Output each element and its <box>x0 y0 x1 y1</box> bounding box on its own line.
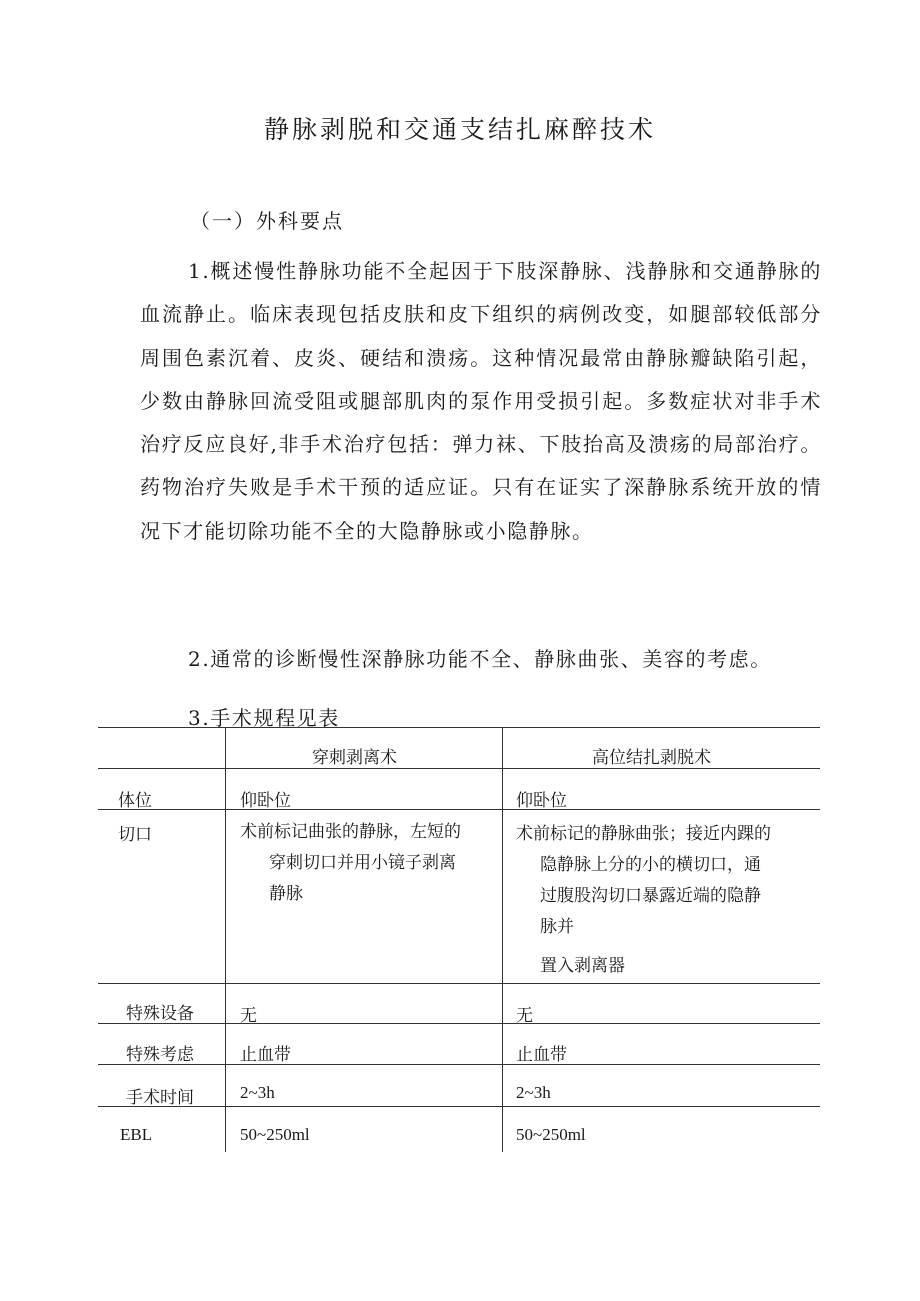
table-column-rule <box>502 727 503 1152</box>
cell-equipment-b: 无 <box>516 1006 533 1026</box>
incision-a-line: 静脉 <box>269 884 303 904</box>
cell-time-b: 2~3h <box>516 1083 551 1102</box>
incision-b-line: 隐静脉上分的小的横切口，通 <box>540 855 761 875</box>
table-rule <box>98 1106 820 1107</box>
procedure-table <box>98 727 820 1152</box>
table-rule <box>98 809 820 810</box>
paragraph-diagnosis: 2.通常的诊断慢性深静脉功能不全、静脉曲张、美容的考虑。 <box>188 647 772 671</box>
incision-a-line: 穿刺切口并用小镜子剥离 <box>269 853 456 873</box>
cell-position-a: 仰卧位 <box>240 791 291 811</box>
cell-considerations-a: 止血带 <box>240 1045 291 1065</box>
paragraph-procedure-ref: 3.手术规程见表 <box>188 706 340 730</box>
table-rule <box>98 983 820 984</box>
cell-incision-b <box>516 819 771 982</box>
row-label-position: 体位 <box>118 791 152 811</box>
cell-equipment-a: 无 <box>240 1006 257 1026</box>
row-label-ebl: EBL <box>120 1125 153 1144</box>
incision-b-line: 置入剥离器 <box>540 956 625 976</box>
header-puncture-stripping: 穿刺剥离术 <box>312 748 397 768</box>
cell-position-b: 仰卧位 <box>516 791 567 811</box>
table-rule <box>98 727 820 728</box>
cell-ebl-b: 50~250ml <box>516 1125 586 1144</box>
row-label-incision: 切口 <box>118 825 152 845</box>
section-heading: （一）外科要点 <box>190 209 344 233</box>
cell-incision-a <box>240 817 461 910</box>
cell-considerations-b: 止血带 <box>516 1045 567 1065</box>
incision-b-line: 术前标记的静脉曲张；接近内踝的 <box>516 824 771 844</box>
incision-b-line: 过腹股沟切口暴露近端的隐静 <box>540 886 761 906</box>
cell-time-a: 2~3h <box>240 1083 275 1102</box>
incision-b-line: 脉并 <box>540 917 574 937</box>
table-column-rule <box>225 727 226 1152</box>
document-title: 静脉剥脱和交通支结扎麻醉技术 <box>263 115 656 144</box>
paragraph-overview: 1.概述慢性静脉功能不全起因于下肢深静脉、浅静脉和交通静脉的血流静止。临床表现包括皮肤和皮下组织的病例改变，如腿部较低部分周围色素沉着、皮炎、硬结和溃疡。这种情况最常由静脉瓣缺陷引起，少数由静脉回流受阻或腿部肌肉的泵作用受损引起。多数症状对非手术治疗反应良好,非手术治疗包括：弹力袜、下肢抬高及溃疡的局部治疗。药物治疗失败是手术干预的适应证。只有在证实了深静脉系统开放的情况下才能切除功能不全的大隐静脉或小隐静脉。 <box>140 259 822 543</box>
row-label-special-equipment: 特殊设备 <box>126 1004 194 1024</box>
table-rule <box>98 1023 820 1024</box>
cell-ebl-a: 50~250ml <box>240 1125 310 1144</box>
header-high-ligation-stripping: 高位结扎剥脱术 <box>592 748 711 768</box>
table-rule <box>98 768 820 769</box>
row-label-operation-time: 手术时间 <box>126 1088 194 1108</box>
row-label-special-considerations: 特殊考虑 <box>126 1045 194 1065</box>
table-rule <box>98 1064 820 1065</box>
incision-a-line: 术前标记曲张的静脉，左短的 <box>240 822 461 842</box>
